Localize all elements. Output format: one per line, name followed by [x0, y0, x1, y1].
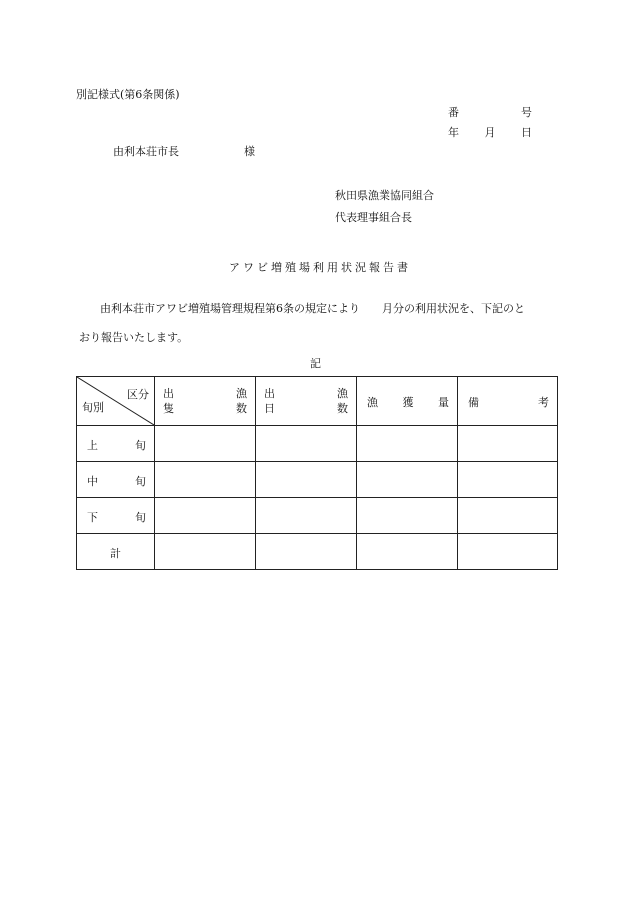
header-remarks-2: 考	[538, 396, 549, 409]
number-ban: 番	[448, 106, 459, 119]
cell-catch[interactable]	[357, 498, 458, 534]
row-label	[77, 462, 155, 498]
table-row	[77, 498, 558, 534]
row-label-char: 上	[87, 439, 98, 452]
header-days-3: 日	[264, 402, 275, 415]
table-row	[77, 426, 558, 462]
date-line	[448, 124, 532, 140]
header-boats-4: 数	[236, 402, 247, 415]
row-label	[77, 426, 155, 462]
cell-boats[interactable]	[155, 534, 256, 570]
ki-label: 記	[310, 357, 321, 370]
sender-rep: 代表理事組合長	[335, 211, 412, 224]
cell-days[interactable]	[256, 462, 357, 498]
cell-boats[interactable]	[155, 498, 256, 534]
header-days-1: 出	[264, 387, 275, 400]
header-boats	[155, 377, 256, 426]
row-label	[77, 498, 155, 534]
number-go: 号	[521, 106, 532, 119]
row-label-char: 旬	[135, 439, 146, 452]
header-boats-2: 漁	[236, 387, 247, 400]
row-label-char: 下	[87, 511, 98, 524]
addressee-name: 由利本荘市長	[113, 145, 179, 158]
cell-remarks[interactable]	[458, 498, 558, 534]
header-catch	[357, 377, 458, 426]
cell-days[interactable]	[256, 426, 357, 462]
cell-boats[interactable]	[155, 462, 256, 498]
corner-period: 旬別	[82, 401, 104, 414]
body-line-2: おり報告いたします。	[79, 331, 189, 344]
cell-remarks[interactable]	[458, 462, 558, 498]
number-line	[448, 104, 532, 120]
addressee-honorific: 様	[244, 145, 255, 158]
body-line-1: 由利本荘市アワビ増殖場管理規程第6条の規定により 月分の利用状況を、下記のと	[100, 302, 525, 315]
header-row	[77, 377, 558, 426]
cell-days[interactable]	[256, 534, 357, 570]
report-table	[76, 376, 558, 570]
cell-remarks[interactable]	[458, 534, 558, 570]
header-catch-3: 量	[438, 396, 449, 409]
table-row	[77, 462, 558, 498]
header-catch-2: 獲	[402, 396, 414, 409]
cell-days[interactable]	[256, 498, 357, 534]
header-days-2: 漁	[337, 387, 348, 400]
header-remarks	[458, 377, 558, 426]
row-label-char: 中	[87, 475, 98, 488]
date-day: 日	[521, 126, 532, 139]
header-days	[256, 377, 357, 426]
row-label-char: 旬	[135, 511, 146, 524]
total-label-text: 計	[110, 547, 121, 560]
header-boats-3: 隻	[163, 402, 174, 415]
cell-catch[interactable]	[357, 534, 458, 570]
form-label: 別記様式(第6条関係)	[76, 88, 180, 101]
date-year: 年	[448, 126, 459, 139]
cell-catch[interactable]	[357, 426, 458, 462]
header-catch-1: 漁	[367, 396, 378, 409]
sender-org: 秋田県漁業協同組合	[335, 189, 434, 202]
row-label-char: 旬	[135, 475, 146, 488]
cell-remarks[interactable]	[458, 426, 558, 462]
header-boats-1: 出	[163, 387, 174, 400]
corner-cell	[77, 377, 155, 426]
cell-boats[interactable]	[155, 426, 256, 462]
header-days-4: 数	[337, 402, 348, 415]
page-title: アワビ増殖場利用状況報告書	[229, 261, 411, 274]
total-label	[77, 534, 155, 570]
total-row	[77, 534, 558, 570]
cell-catch[interactable]	[357, 462, 458, 498]
date-month: 月	[484, 126, 496, 139]
header-remarks-1: 備	[468, 396, 479, 409]
corner-category: 区分	[127, 388, 149, 401]
